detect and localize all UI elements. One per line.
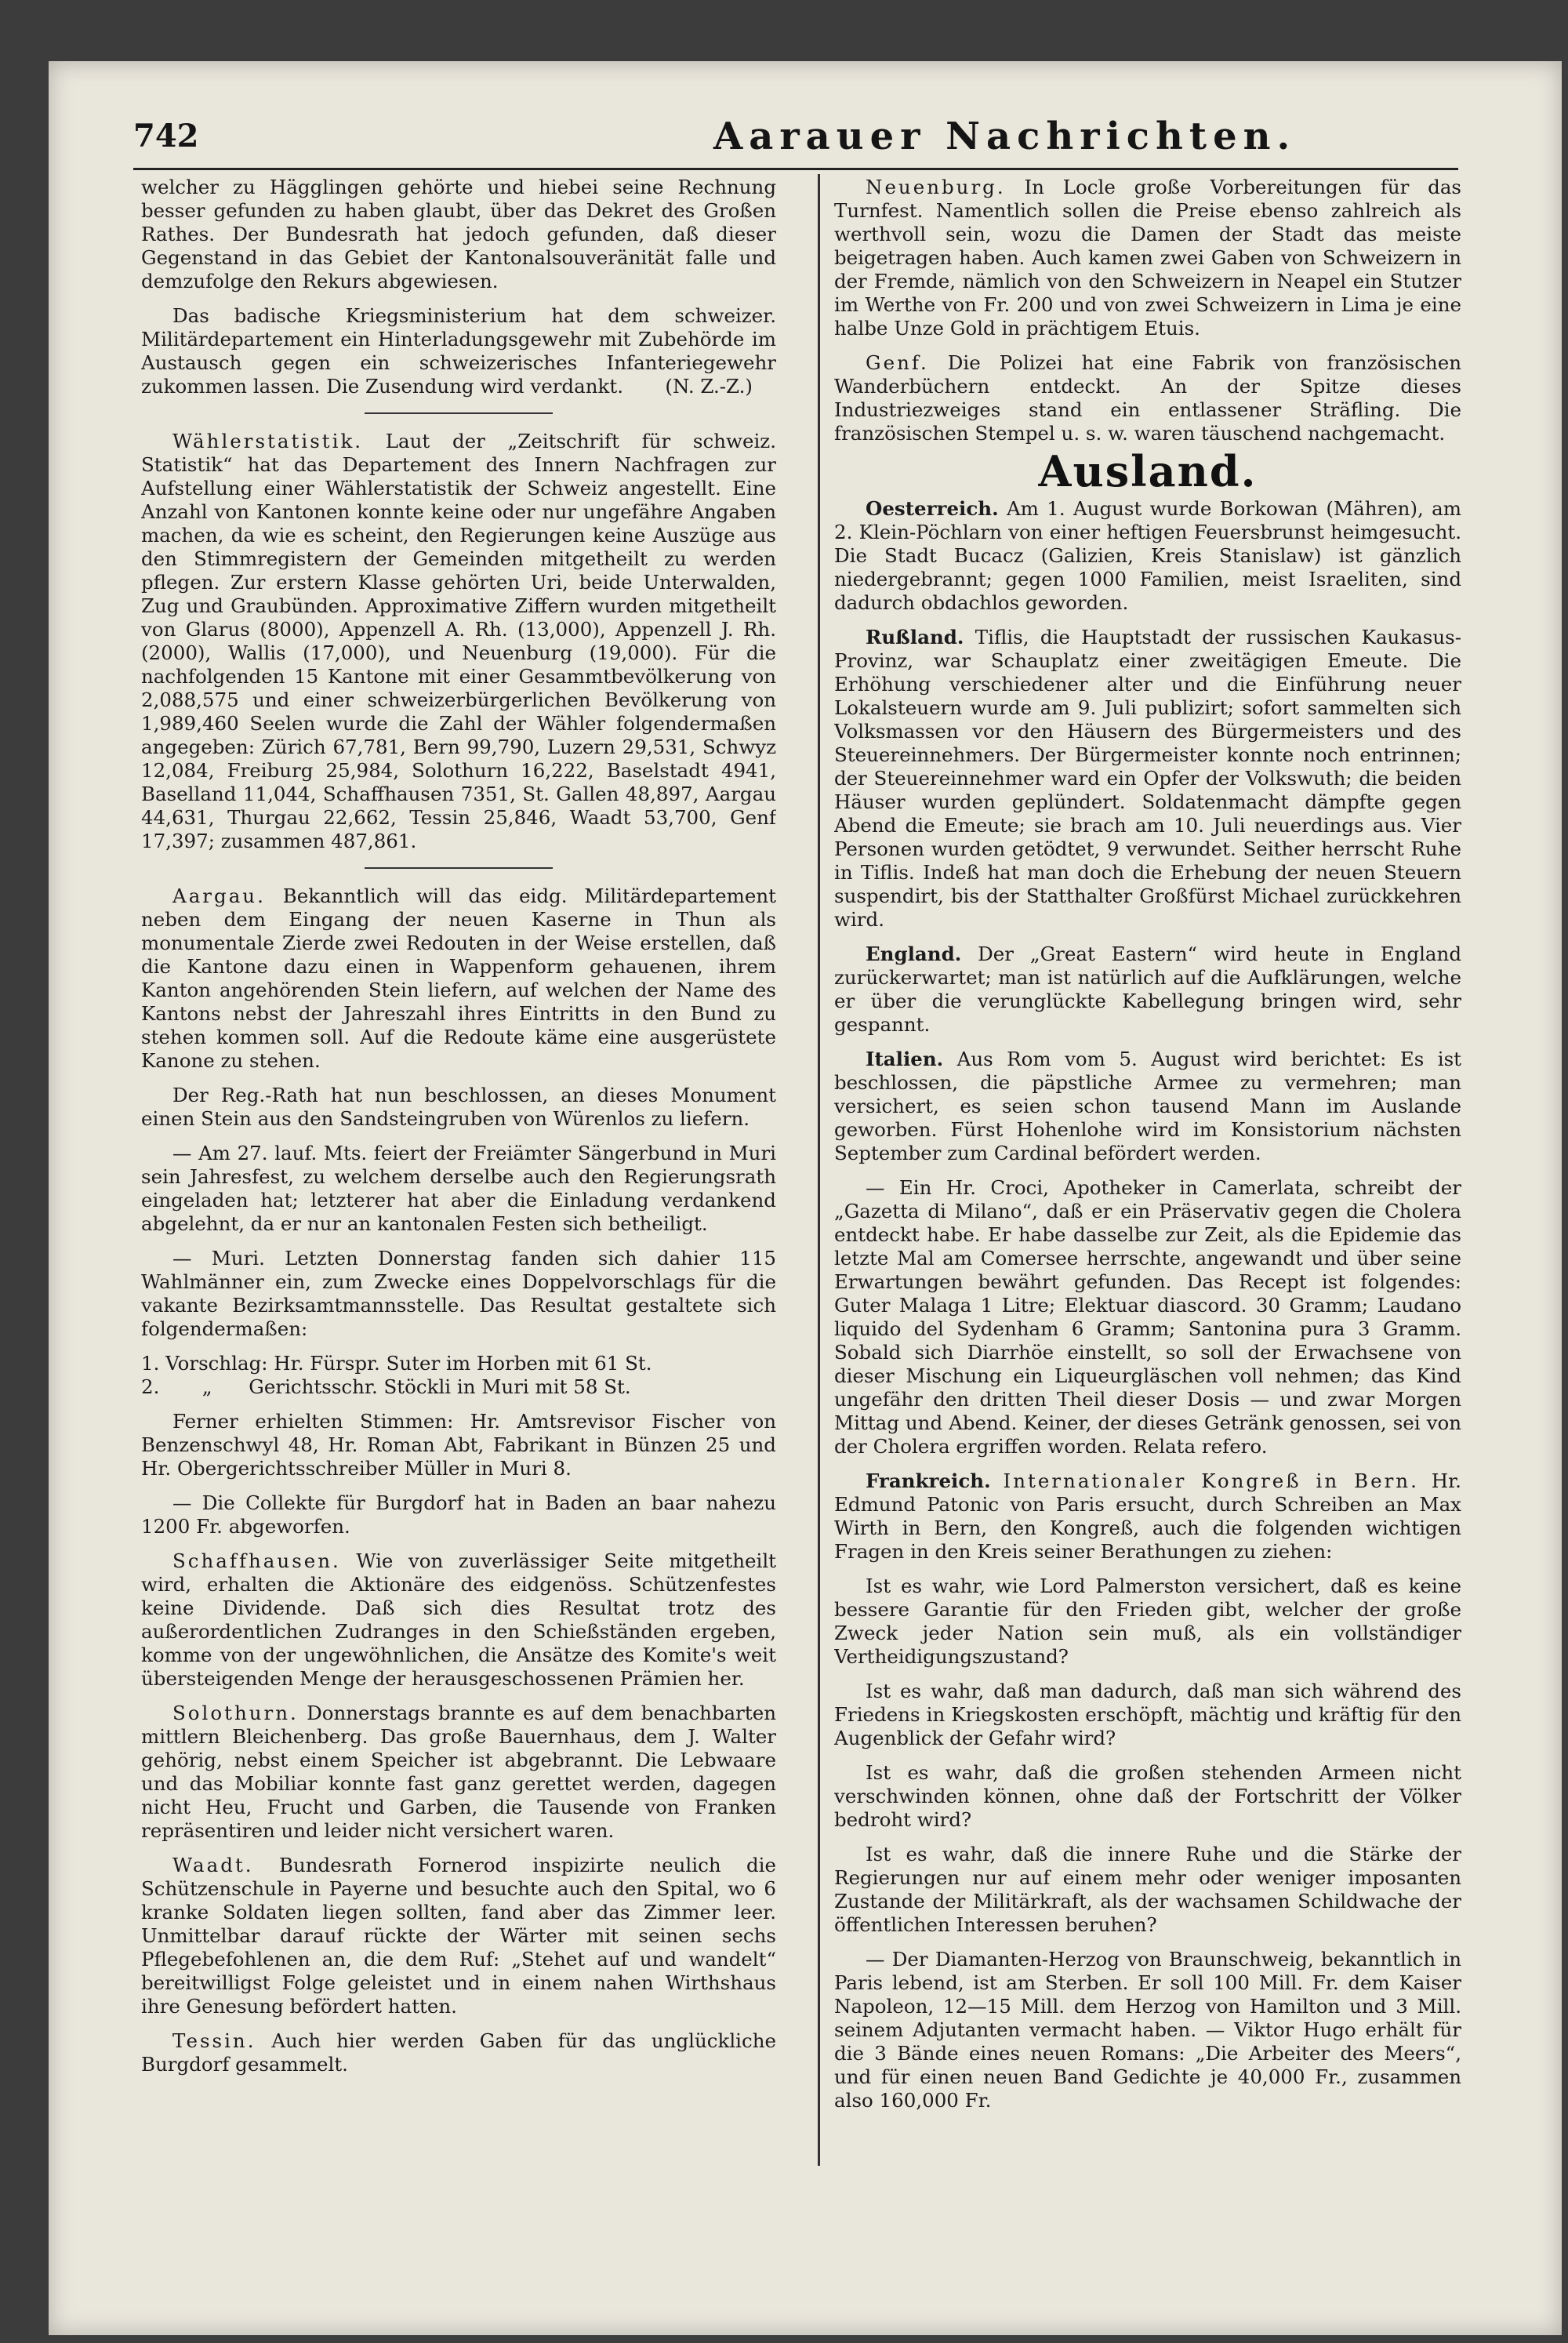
vote-line-2: 2. „ Gerichtsschr. Stöckli in Muri mit 58 St. <box>141 1375 631 1398</box>
article-lead: Genf. <box>866 351 929 374</box>
article-russland <box>834 626 1461 932</box>
paragraph: — Muri. Letzten Donnerstag fanden sich dahier 115 Wahlmänner ein, zum Zwecke eines Doppelvorschlags für die vakante Bezirksamtmannsstelle. Das Resultat gestaltete sich folgendermaßen: <box>141 1247 776 1340</box>
paragraph: — Am 27. lauf. Mts. feiert der Freiämter Sängerbund in Muri sein Jahresfest, zu welchem derselbe auch den Regierungsrath eingeladen hat; letzterer hat aber die Einladung verdankend abgelehnt, da er nur an kantonalen Festen sich betheiligt. <box>141 1142 776 1235</box>
article-italien <box>834 1048 1461 1165</box>
article-lead: Schaffhausen. <box>172 1549 341 1572</box>
paragraph: — Die Collekte für Burgdorf hat in Baden an baar nahezu 1200 Fr. abgeworfen. <box>141 1491 776 1538</box>
question: Ist es wahr, daß die großen stehenden Armeen nicht verschwinden können, ohne daß der Fortschritt der Völker bedroht wird? <box>834 1761 1461 1831</box>
article-body: Wie von zuverlässiger Seite mitgetheilt wird, erhalten die Aktionäre des eidgenöss. Schützenfestes keine Dividende. Daß sich dies Resultat trotz des außerordentlichen Zudranges in den Schießständen ergeben, komme von der ungewöhnlichen, die Ansätze des Komite's weit übersteigenden Menge der herausgeschossenen Prämien her. <box>141 1549 776 1690</box>
right-column <box>834 176 1461 2175</box>
article-frankreich <box>834 1469 1461 1564</box>
article-solothurn <box>141 1702 776 1843</box>
separator <box>365 867 553 869</box>
article-lead: Solothurn. <box>172 1702 299 1724</box>
article-continued: welcher zu Hägglingen gehörte und hiebei seine Rechnung besser gefunden zu haben glaubt, über das Dekret des Großen Rathes. Der Bundesrath hat jedoch gefunden, daß dieser Gegenstand in das Gebiet der Kantonalsouveränität falle und demzufolge den Rekurs abgewiesen. <box>141 176 776 292</box>
article-body: Bekanntlich will das eidg. Militärdepartement neben dem Eingang der neuen Kaserne in Thun als monumentale Zierde zwei Redouten in der Weise erstellen, daß die Kantone dazu einen in Wappenform gehauenen, ihrem Kanton angehörenden Stein liefern, auf welchen der Name des Kantons nebst der Jahreszahl ihres Eintritts in den Bund zu stehen kommen soll. Auf die Redoute käme eine ausgerüstete Kanone zu stehen. <box>141 885 776 1072</box>
article-body: Bundesrath Fornerod inspizirte neulich die Schützenschule in Payerne und besuchte auch den Spital, wo 6 kranke Soldaten liegen sollten, fand aber das Zimmer leer. Unmittelbar darauf rückte der Wärter mit seinen sechs Pflegebefohlenen an, die dem Ruf: „Stehet auf und wandelt“ bereitwilligst Folge geleistet und in einem nahen Wirthshaus ihre Genesung befördert hatten. <box>141 1854 776 2018</box>
article-neuenburg <box>834 176 1461 340</box>
article-body: Am 1. August wurde Borkowan (Mähren), am 2. Klein-Pöchlarn von einer heftigen Feuersbrunst heimgesucht. Die Stadt Bucacz (Galizien, Kreis Stanislaw) ist gänzlich niedergebrannt; gegen 1000 Familien, meist Israeliten, sind dadurch obdachlos geworden. <box>834 497 1461 614</box>
article-lead: Aargau. <box>172 885 266 907</box>
article-body: Hr. Edmund Patonic von Paris ersucht, durch Schreiben an Max Wirth in Bern, den Kongreß, auch die folgenden wichtigen Fragen in den Kreis seiner Berathungen zu ziehen: <box>834 1469 1461 1563</box>
article-body: Die Polizei hat eine Fabrik von französischen Wanderbüchern entdeckt. An der Spitze dieses Industriezweiges stand ein entlassener Sträfling. Die französischen Stempel u. s. w. waren täuschend nachgemacht. <box>834 351 1461 445</box>
source-signature: (N. Z.-Z.) <box>665 375 753 398</box>
article-lead: Neuenburg. <box>866 176 1006 198</box>
article-lead: Frankreich. <box>866 1469 991 1492</box>
left-column <box>141 176 776 2175</box>
article-lead: England. <box>866 943 962 965</box>
question: Ist es wahr, daß man dadurch, daß man sich während des Friedens in Kriegskosten erschöpft, mächtig und kräftig für den Augenblick der Gefahr wird? <box>834 1680 1461 1749</box>
article-oesterreich <box>834 497 1461 615</box>
article-body: Donnerstags brannte es auf dem benachbarten mittlern Bleichenberg. Das große Bauernhaus, dem J. Walter gehörig, nebst einem Speicher ist abgebrannt. Die Lebwaare und das Mobiliar konnte fast ganz gerettet werden, dagegen nicht Heu, Frucht und Garben, die Tausende von Franken repräsentiren und leider nicht versichert waren. <box>141 1702 776 1842</box>
article-body: Tiflis, die Hauptstadt der russischen Kaukasus-Provinz, war Schauplatz einer zweitägigen Emeute. Die Erhöhung verschiedener alter und die Einführung neuer Lokalsteuern wurde am 9. Juli publizirt; sofort sammelten sich Volksmassen vor den Häusern des Bürgermeisters und des Steuereinnehmers. Der Bürgermeister konnte noch entrinnen; der Steuereinnehmer ward ein Opfer der Volkswuth; die beiden Häuser wurden geplündert. Soldatenmacht dämpfte gegen Abend die Emeute; sie brach am 10. Juli neuerdings aus. Vier Personen wurden getödtet, 9 verwundet. Seither herrscht Ruhe in Tiflis. Indeß hat man doch die Erhebung der neuen Steuern suspendirt, bis der Statthalter Großfürst Michael zurückkehren wird. <box>834 626 1461 931</box>
article-lead: Rußland. <box>866 626 964 648</box>
article-body: Aus Rom vom 5. August wird berichtet: Es ist beschlossen, die päpstliche Armee zu vermehren; man versichert, es seien schon tausend Mann im Auslande geworben. Fürst Hohenlohe wird im Konsistorium nächsten September zum Cardinal befördert werden. <box>834 1048 1461 1164</box>
article-waadt <box>141 1854 776 2018</box>
article-body: Auch hier werden Gaben für das unglückliche Burgdorf gesammelt. <box>141 2029 776 2076</box>
article-england <box>834 943 1461 1037</box>
article-body: Der „Great Eastern“ wird heute in England zurückerwartet; man ist natürlich auf die Aufklärungen, welche er über die verunglückte Kabellegung bringen wird, sehr gespannt. <box>834 943 1461 1036</box>
article-body: In Locle große Vorbereitungen für das Turnfest. Namentlich sollen die Preise ebenso zahlreich als werthvoll sein, wozu die Damen der Stadt das meiste beigetragen haben. Auch kamen zwei Gaben von Schweizern in der Fremde, nämlich von den Schweizern in Neapel ein Stutzer im Werthe von Fr. 200 und von zwei Schweizern in Lima je eine halbe Unze Gold in prächtigem Etuis. <box>834 176 1461 340</box>
article-aargau <box>141 885 776 1073</box>
article-title: Internationaler Kongreß in Bern. <box>1003 1469 1419 1492</box>
article-lead: Oesterreich. <box>866 497 999 520</box>
article-waehlerstatistik <box>141 430 776 853</box>
article-genf <box>834 351 1461 445</box>
page-header <box>133 114 1450 173</box>
article-tessin <box>141 2029 776 2076</box>
section-heading-ausland: Ausland. <box>1038 446 1258 496</box>
paragraph: — Der Diamanten-Herzog von Braunschweig, bekanntlich in Paris lebend, ist am Sterben. Er soll 100 Mill. Fr. dem Kaiser Napoleon, 12—15 Mill. dem Herzog von Hamilton und 3 Mill. seinem Adjutanten vermacht haben. — Viktor Hugo erhält für die 3 Bände eines neuen Romans: „Die Arbeiter des Meers“, und für einen neuen Band Gedichte je 40,000 Fr., zusammen also 160,000 Fr. <box>834 1948 1461 2112</box>
article-lead: Waadt. <box>172 1854 254 1876</box>
question: Ist es wahr, wie Lord Palmerston versichert, daß es keine bessere Garantie für den Frieden gibt, welcher der große Zweck jeder Nation sein muß, als ein vollständiger Vertheidigungszustand? <box>834 1575 1461 1668</box>
separator <box>365 412 553 414</box>
article-schaffhausen <box>141 1549 776 1691</box>
article-lead: Tessin. <box>172 2029 256 2052</box>
article-kriegsministerium <box>141 304 776 398</box>
header-rule <box>133 168 1458 170</box>
article-lead: Italien. <box>866 1048 944 1070</box>
paragraph: Der Reg.-Rath hat nun beschlossen, an dieses Monument einen Stein aus den Sandsteingruben von Würenlos zu liefern. <box>141 1084 776 1130</box>
paragraph: Ferner erhielten Stimmen: Hr. Amtsrevisor Fischer von Benzenschwyl 48, Hr. Roman Abt, Fabrikant in Bünzen 25 und Hr. Obergerichtsschreiber Müller in Muri 8. <box>141 1410 776 1480</box>
paragraph: — Ein Hr. Croci, Apotheker in Camerlata, schreibt der „Gazetta di Milano“, daß er ein Präservativ gegen die Cholera entdeckt habe. Er habe dasselbe zur Zeit, als die Epidemie das letzte Mal am Comersee herrschte, angewandt und über seine Erwartungen bewährt gefunden. Das Recept ist folgendes: Guter Malaga 1 Litre; Elektuar diascord. 30 Gramm; Laudano liquido del Sydenham 6 Gramm; Santonina pura 3 Gramm. Sobald sich Diarrhöe einstellt, so soll der Erwachsene von dieser Mischung ein Liqueurgläschen voll nehmen; das Kind ungefähr den dritten Theil dieser Dosis — und zwar Morgen Mittag und Abend. Keiner, der dieses Getränk genossen, sei von der Cholera ergriffen worden. Relata refero. <box>834 1176 1461 1458</box>
masthead-title: Aarauer Nachrichten. <box>713 114 1297 158</box>
article-body: Das badische Kriegsministerium hat dem schweizer. Militärdepartement ein Hinterladungsgewehr mit Zubehörde im Austausch gegen ein schweizerisches Infanteriegewehr zukommen lassen. Die Zusendung wird verdankt. <box>141 304 776 398</box>
vote-line-1: 1. Vorschlag: Hr. Fürspr. Suter im Horben mit 61 St. <box>141 1352 652 1375</box>
article-body: Laut der „Zeitschrift für schweiz. Statistik“ hat das Departement des Innern Nachfragen zur Aufstellung einer Wählerstatistik der Schweiz angestellt. Eine Anzahl von Kantonen konnte keine oder nur ungefähre Angaben machen, da wie es scheint, den Regierungen keine Auszüge aus den Stimmregistern der Gemeinden mitgetheilt zu werden pflegen. Zur erstern Klasse gehörten Uri, beide Unterwalden, Zug und Graubünden. Approximative Ziffern wurden mitgetheilt von Glarus (8000), Appenzell A. Rh. (13,000), Appenzell J. Rh. (2000), Wallis (17,000), und Neuenburg (19,000). Für die nachfolgenden 15 Kantone mit einer Gesammtbevölkerung von 2,088,575 und einer schweizerbürgerlichen Bevölkerung von 1,989,460 Seelen wurde die Zahl der Wähler folgendermaßen angegeben: Zürich 67,781, Bern 99,790, Luzern 29,531, Schwyz 12,084, Freiburg 25,984, Solothurn 16,222, Baselstadt 4941, Baselland 11,044, Schaffhausen 7351, St. Gallen 48,897, Aargau 44,631, Thurgau 22,662, Tessin 25,846, Waadt 53,700, Genf 17,397; zusammen 487,861. <box>141 430 776 852</box>
article-lead: Wählerstatistik. <box>172 430 364 452</box>
question: Ist es wahr, daß die innere Ruhe und die Stärke der Regierungen nur auf einem mehr oder weniger imposanten Zustande der Militärkraft, als der wachsamen Schildwache der öffentlichen Interessen beruhen? <box>834 1843 1461 1936</box>
page-number: 742 <box>133 118 199 154</box>
column-rule <box>818 174 820 2166</box>
